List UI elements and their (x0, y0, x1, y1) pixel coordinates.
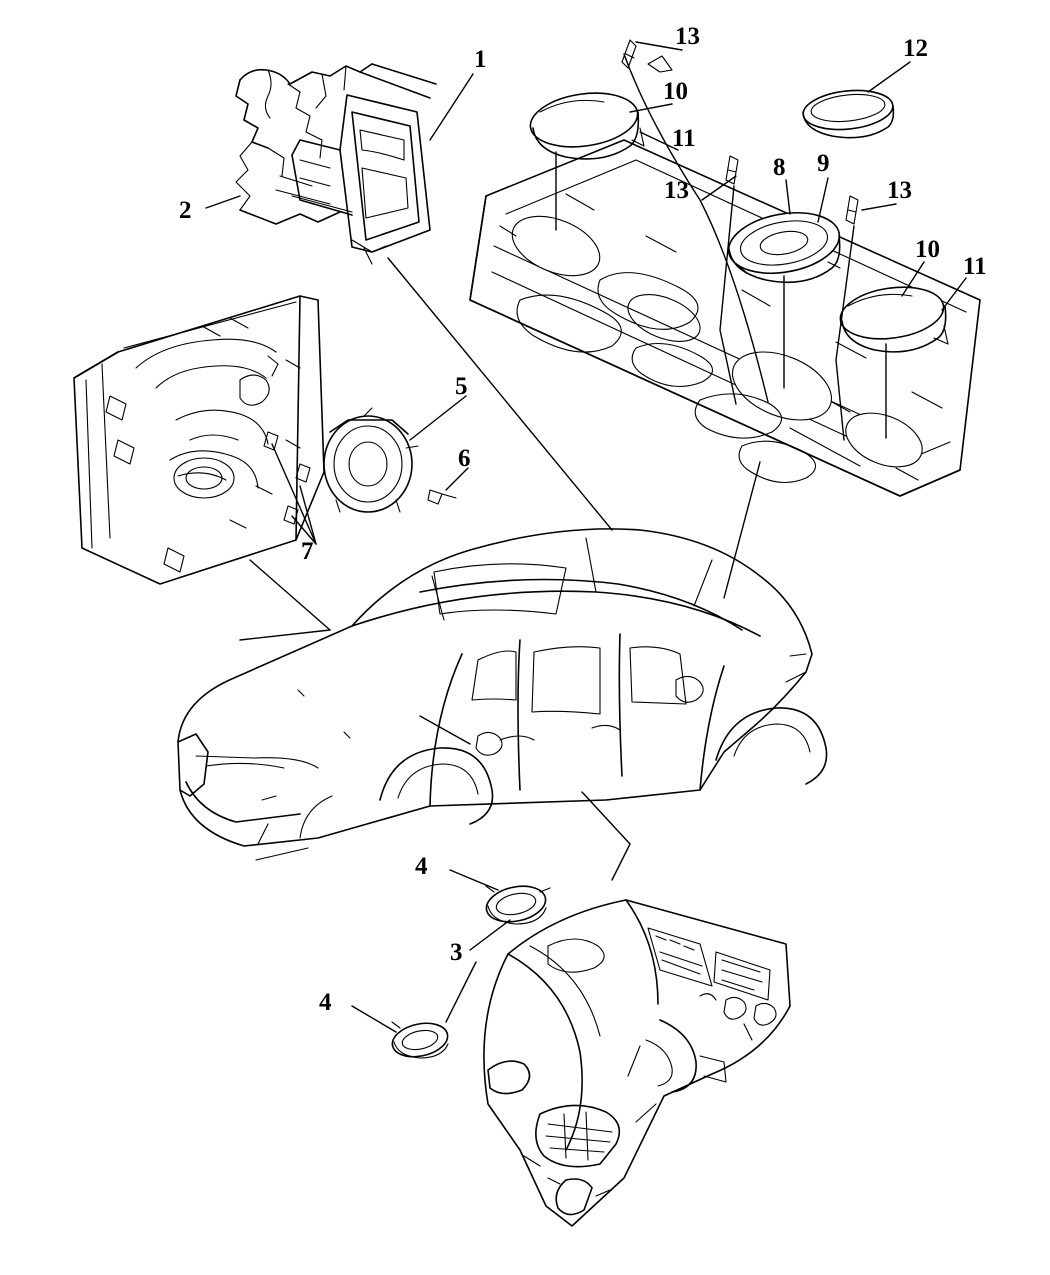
amplifier-assembly (236, 64, 436, 264)
screw-mid-left (726, 156, 738, 184)
rear-speaker-grille-left (527, 87, 644, 159)
callout-13-upper-left: 13 (675, 23, 700, 50)
callout-13-right: 13 (887, 177, 912, 204)
callout-13-mid-left: 13 (664, 177, 689, 204)
callout-8: 8 (773, 154, 786, 181)
callout-3: 3 (450, 939, 463, 966)
callout-9: 9 (817, 150, 830, 177)
callout-10-left: 10 (663, 78, 688, 105)
speaker-seal-ring (801, 86, 894, 137)
callout-11-right: 11 (963, 253, 987, 280)
callout-4-upper: 4 (415, 853, 428, 880)
callout-12: 12 (903, 35, 928, 62)
front-door-assembly (74, 296, 324, 584)
callout-5: 5 (455, 373, 468, 400)
callout-6: 6 (458, 445, 471, 472)
screw-right (846, 196, 858, 224)
callout-7: 7 (301, 538, 314, 565)
instrument-panel (484, 900, 790, 1226)
front-door-speaker (324, 408, 418, 512)
callout-2: 2 (179, 197, 192, 224)
callout-10-right: 10 (915, 236, 940, 263)
callout-11-left: 11 (672, 125, 696, 152)
callout-4-lower: 4 (319, 989, 332, 1016)
instrument-panel-grille-lower (389, 1019, 450, 1062)
callout-1: 1 (474, 46, 487, 73)
